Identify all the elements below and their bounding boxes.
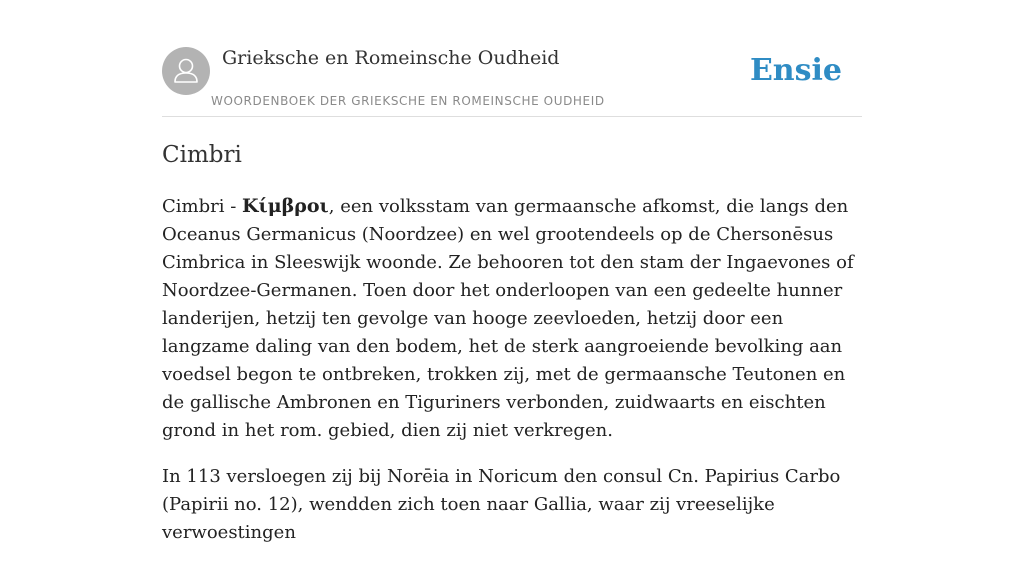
site-header xyxy=(162,46,862,117)
paragraph-text: , een volksstam van germaansche afkomst, die langs den Oceanus Germanicus (Noordzee) en wel grootendeels op de Chersonēsus Cimbrica in Sleeswijk woonde. Ze behooren tot den stam der Ingaevones of Noordzee-Germanen. Toen door het onderloopen van een gedeelte hunner landerijen, hetzij ten gevolge van hooge zeevloeden, hetzij door een langzame daling van den bodem, het de sterk aangroeiende bevolking aan voedsel begon te ontbreken, trokken zij, met de germaansche Teutonen en de gallische Ambronen en Tiguriners verbonden, zuidwaarts en eischten grond in het rom. gebied, dien zij niet verkregen. xyxy=(162,196,854,441)
site-subtitle: WOORDENBOEK DER GRIEKSCHE EN ROMEINSCHE OUDHEID xyxy=(211,94,605,108)
greek-term: Κίμβροι xyxy=(242,195,329,217)
site-title[interactable]: Grieksche en Romeinsche Oudheid xyxy=(222,47,560,69)
avatar[interactable] xyxy=(162,47,210,95)
page-title: Cimbri xyxy=(162,142,242,168)
article-paragraph: In 113 versloegen zij bij Norēia in Noricum den consul Cn. Papirius Carbo (Papirii no. 12), wendden zich toen naar Gallia, waar zij vreeselijke verwoestingen xyxy=(162,466,841,543)
article-paragraph xyxy=(162,192,866,445)
article-body xyxy=(162,192,866,565)
paragraph-lead: Cimbri - xyxy=(162,196,243,217)
user-icon xyxy=(162,47,210,95)
brand-logo-link[interactable]: Ensie xyxy=(749,53,842,88)
